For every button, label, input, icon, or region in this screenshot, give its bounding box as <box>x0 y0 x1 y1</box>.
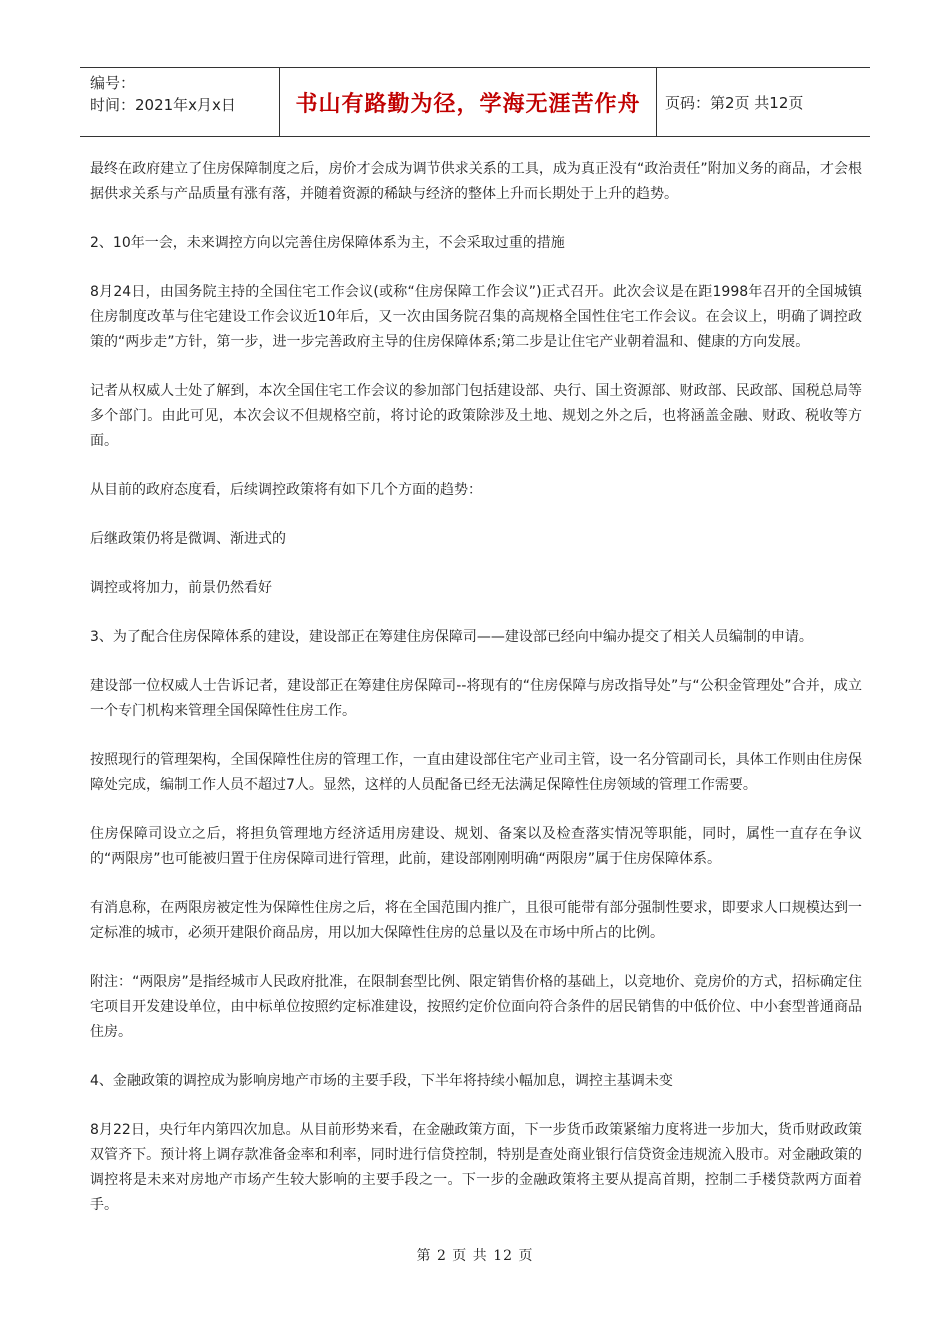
document-number: 编号： <box>90 74 136 92</box>
header-meta <box>80 68 280 136</box>
page-footer: 第 2 页 共 12 页 <box>416 1248 534 1264</box>
note-paragraph: 附注：“两限房”是指经城市人民政府批准，在限制套型比例、限定销售价格的基础上，以竞地价、竞房价的方式，招标确定住宅项目开发建设单位，由中标单位按照约定标准建设，按照约定价位面向符合条件的居民销售的中低价位、中小套型普通商品住房。 <box>90 974 862 1040</box>
document-time: 时间：2021年x月x日 <box>90 96 236 114</box>
paragraph: 住房保障司设立之后，将担负管理地方经济适用房建设、规划、备案以及检查落实情况等职能，同时，属性一直存在争议的“两限房”也可能被归置于住房保障司进行管理，此前，建设部刚刚明确“两限房”属于住房保障体系。 <box>90 826 862 867</box>
page-header <box>80 67 870 137</box>
list-item: 调控或将加力，前景仍然看好 <box>90 580 272 596</box>
section-heading: 2、10年一会，未来调控方向以完善住房保障体系为主，不会采取过重的措施 <box>90 235 565 251</box>
paragraph: 记者从权威人士处了解到，本次全国住宅工作会议的参加部门包括建设部、央行、国土资源部、财政部、民政部、国税总局等多个部门。由此可见，本次会议不但规格空前，将讨论的政策除涉及土地、规划之外之后，也将涵盖金融、财政、税收等方面。 <box>90 383 862 449</box>
paragraph: 最终在政府建立了住房保障制度之后，房价才会成为调节供求关系的工具，成为真正没有“政治责任”附加义务的商品，才会根据供求关系与产品质量有涨有落，并随着资源的稀缺与经济的整体上升而长期处于上升的趋势。 <box>90 161 862 202</box>
section-heading: 4、金融政策的调控成为影响房地产市场的主要手段，下半年将持续小幅加息，调控主基调未变 <box>90 1073 673 1089</box>
paragraph: 8月22日，央行年内第四次加息。从目前形势来看，在金融政策方面，下一步货币政策紧缩力度将进一步加大，货币财政政策双管齐下。预计将上调存款准备金率和利率，同时进行信贷控制，特别是查处商业银行信贷资金违规流入股市。对金融政策的调控将是未来对房地产市场产生较大影响的主要手段之一。下一步的金融政策将主要从提高首期，控制二手楼贷款两方面着手。 <box>90 1122 862 1213</box>
paragraph: 建设部一位权威人士告诉记者，建设部正在筹建住房保障司--将现有的“住房保障与房改指导处”与“公积金管理处”合并，成立一个专门机构来管理全国保障性住房工作。 <box>90 678 862 719</box>
paragraph: 有消息称，在两限房被定性为保障性住房之后，将在全国范围内推广，且很可能带有部分强制性要求，即要求人口规模达到一定标准的城市，必须开建限价商品房，用以加大保障性住房的总量以及在市场中所占的比例。 <box>90 900 862 941</box>
list-item: 后继政策仍将是微调、渐进式的 <box>90 531 286 547</box>
document-body <box>90 157 862 1242</box>
paragraph: 从目前的政府态度看，后续调控政策将有如下几个方面的趋势： <box>90 482 482 498</box>
paragraph: 按照现行的管理架构，全国保障性住房的管理工作，一直由建设部住宅产业司主管，设一名分管副司长，具体工作则由住房保障处完成，编制工作人员不超过7人。显然，这样的人员配备已经无法满足保障性住房领域的管理工作需要。 <box>90 752 862 793</box>
header-motto: 书山有路勤为径，学海无涯苦作舟 <box>280 68 657 136</box>
paragraph: 8月24日，由国务院主持的全国住宅工作会议(或称“住房保障工作会议”)正式召开。此次会议是在距1998年召开的全国城镇住房制度改革与住宅建设工作会议近10年后，又一次由国务院召集的高规格全国性住宅工作会议。在会议上，明确了调控政策的“两步走”方针，第一步，进一步完善政府主导的住房保障体系;第二步是让住宅产业朝着温和、健康的方向发展。 <box>90 284 862 350</box>
header-page-number: 页码：第2页 共12页 <box>665 93 804 112</box>
section-heading: 3、为了配合住房保障体系的建设，建设部正在筹建住房保障司——建设部已经向中编办提交了相关人员编制的申请。 <box>90 629 813 645</box>
